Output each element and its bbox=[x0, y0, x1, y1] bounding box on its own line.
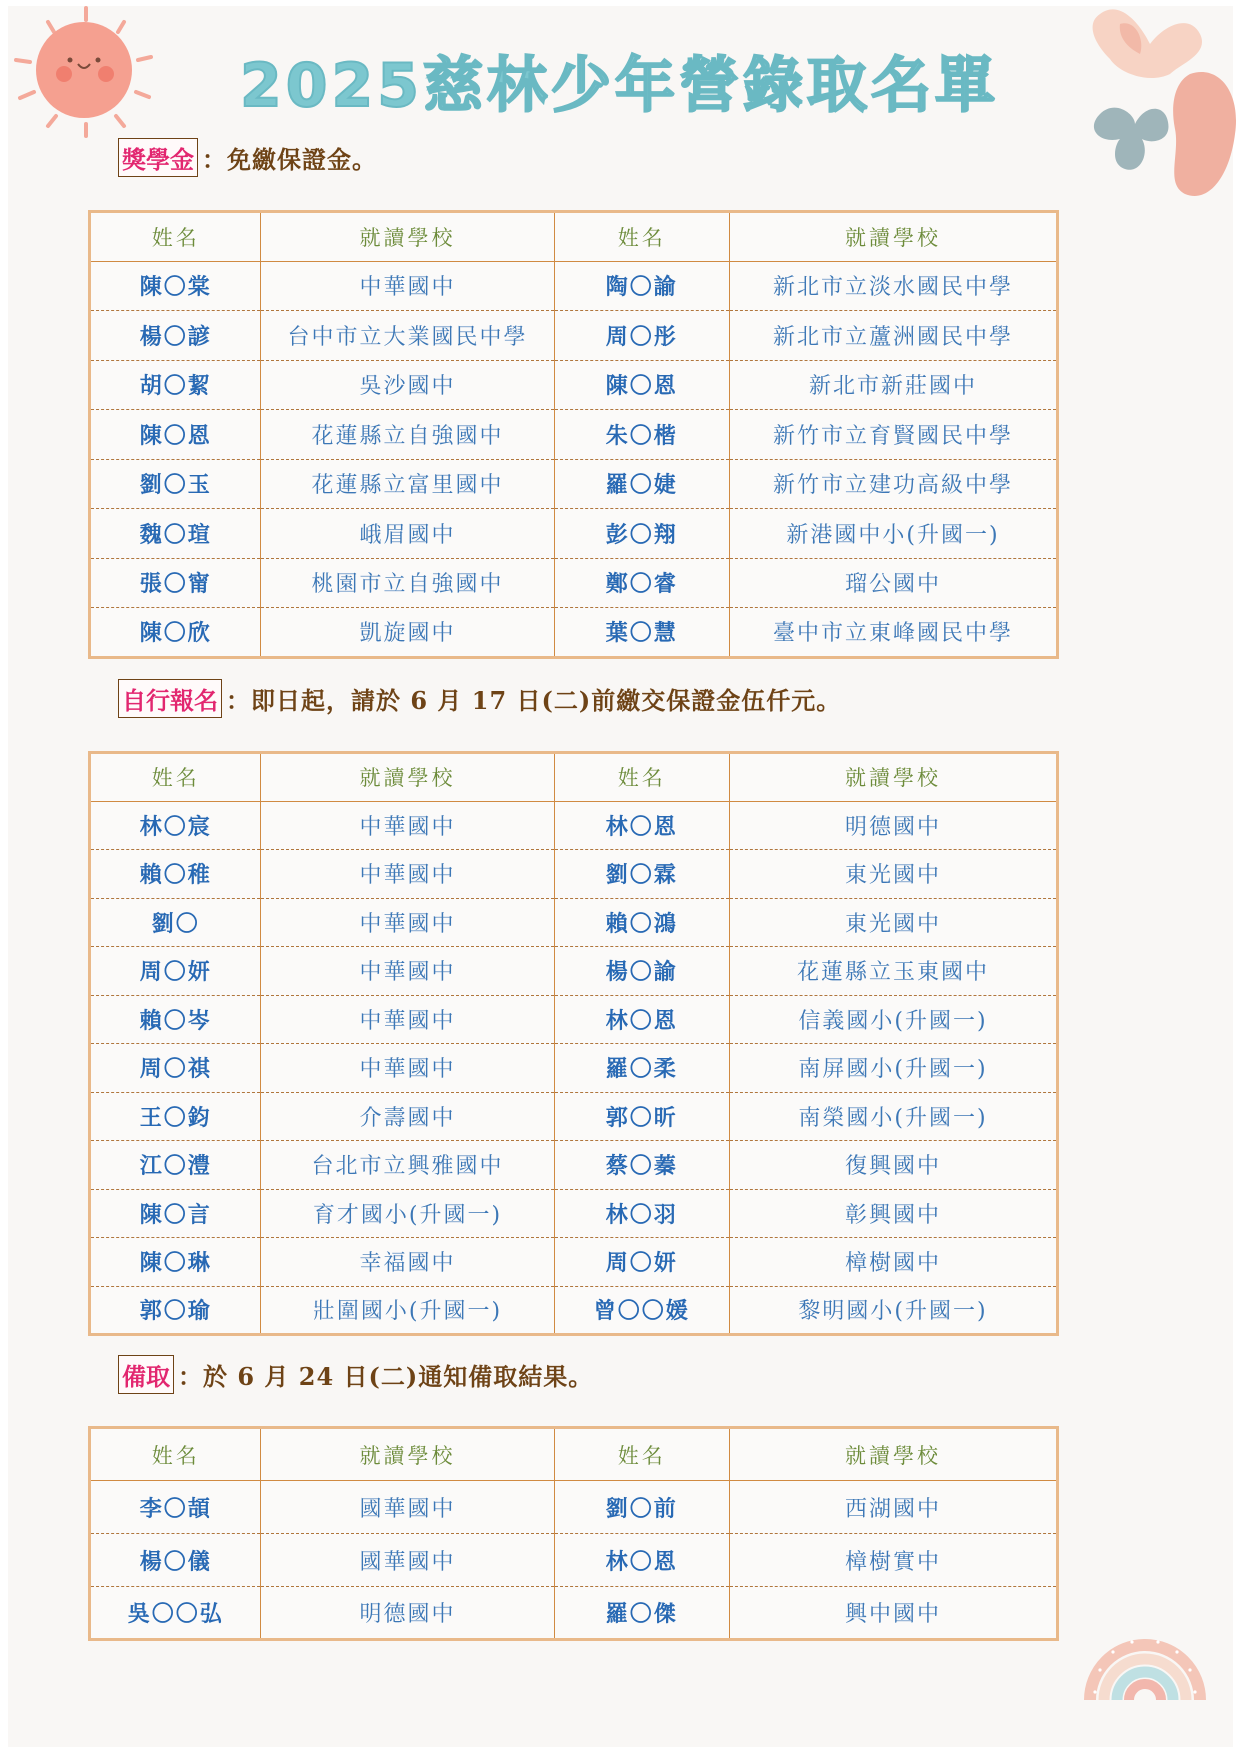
school-name: 中華國中 bbox=[261, 898, 554, 947]
header-school: 就讀學校 bbox=[261, 212, 554, 262]
school-name: 樟樹國中 bbox=[730, 1238, 1058, 1287]
header-school: 就讀學校 bbox=[730, 753, 1058, 802]
table-row bbox=[90, 261, 1058, 311]
school-name: 東光國中 bbox=[730, 898, 1058, 947]
school-name: 幸福國中 bbox=[261, 1238, 554, 1287]
school-name: 峨眉國中 bbox=[261, 509, 554, 559]
student-name: 陳〇欣 bbox=[90, 608, 261, 658]
school-name: 新竹市立建功高級中學 bbox=[730, 459, 1058, 509]
table-row bbox=[90, 801, 1058, 850]
student-name: 彭〇翔 bbox=[554, 509, 729, 559]
school-name: 桃園市立自強國中 bbox=[261, 558, 554, 608]
student-name: 賴〇鴻 bbox=[554, 898, 729, 947]
table-row bbox=[90, 360, 1058, 410]
school-name: 新北市立蘆洲國民中學 bbox=[730, 311, 1058, 361]
table-row bbox=[90, 1238, 1058, 1287]
header-name: 姓名 bbox=[90, 753, 261, 802]
school-name: 吳沙國中 bbox=[261, 360, 554, 410]
table-row bbox=[90, 1481, 1058, 1534]
waitlist-tag: 備取 bbox=[118, 1355, 174, 1394]
student-name: 林〇恩 bbox=[554, 995, 729, 1044]
student-name: 周〇妍 bbox=[554, 1238, 729, 1287]
waitlist-heading bbox=[118, 1354, 593, 1394]
school-name: 明德國中 bbox=[730, 801, 1058, 850]
smiling-sun-icon bbox=[6, 2, 166, 142]
school-name: 臺中市立東峰國民中學 bbox=[730, 608, 1058, 658]
school-name: 花蓮縣立富里國中 bbox=[261, 459, 554, 509]
student-name: 陳〇琳 bbox=[90, 1238, 261, 1287]
self-register-heading bbox=[118, 678, 841, 718]
student-name: 羅〇柔 bbox=[554, 1044, 729, 1093]
student-name: 朱〇楷 bbox=[554, 410, 729, 460]
header-name: 姓名 bbox=[90, 1428, 261, 1481]
header-school: 就讀學校 bbox=[261, 753, 554, 802]
school-name: 介壽國中 bbox=[261, 1092, 554, 1141]
scholarship-heading bbox=[118, 137, 377, 177]
table-row bbox=[90, 947, 1058, 996]
table-header-row bbox=[90, 212, 1058, 262]
student-name: 楊〇諭 bbox=[554, 947, 729, 996]
student-name: 劉〇玉 bbox=[90, 459, 261, 509]
school-name: 花蓮縣立自強國中 bbox=[261, 410, 554, 460]
student-name: 胡〇絜 bbox=[90, 360, 261, 410]
school-name: 凱旋國中 bbox=[261, 608, 554, 658]
school-name: 育才國小(升國一) bbox=[261, 1189, 554, 1238]
table-row bbox=[90, 509, 1058, 559]
school-name: 新北市立淡水國民中學 bbox=[730, 261, 1058, 311]
student-name: 周〇妍 bbox=[90, 947, 261, 996]
self-register-table bbox=[88, 751, 1059, 1336]
student-name: 羅〇婕 bbox=[554, 459, 729, 509]
student-name: 周〇祺 bbox=[90, 1044, 261, 1093]
school-name: 復興國中 bbox=[730, 1141, 1058, 1190]
school-name: 彰興國中 bbox=[730, 1189, 1058, 1238]
school-name: 興中國中 bbox=[730, 1587, 1058, 1640]
school-name: 新北市新莊國中 bbox=[730, 360, 1058, 410]
scholarship-table bbox=[88, 210, 1059, 659]
table-row bbox=[90, 850, 1058, 899]
table-row bbox=[90, 1189, 1058, 1238]
student-name: 陳〇言 bbox=[90, 1189, 261, 1238]
student-name: 楊〇儀 bbox=[90, 1534, 261, 1587]
school-name: 中華國中 bbox=[261, 801, 554, 850]
header-name: 姓名 bbox=[554, 1428, 729, 1481]
page-title: 2025慈林少年營錄取名單 bbox=[240, 51, 999, 121]
table-header-row bbox=[90, 753, 1058, 802]
school-name: 新竹市立育賢國民中學 bbox=[730, 410, 1058, 460]
school-name: 樟樹實中 bbox=[730, 1534, 1058, 1587]
waitlist-desc: ：於 6 月 24 日(二)通知備取結果。 bbox=[178, 1361, 594, 1391]
school-name: 中華國中 bbox=[261, 1044, 554, 1093]
student-name: 郭〇瑜 bbox=[90, 1286, 261, 1335]
table-row bbox=[90, 1092, 1058, 1141]
student-name: 葉〇慧 bbox=[554, 608, 729, 658]
student-name: 魏〇瑄 bbox=[90, 509, 261, 559]
table-row bbox=[90, 995, 1058, 1044]
school-name: 新港國中小(升國一) bbox=[730, 509, 1058, 559]
student-name: 賴〇岑 bbox=[90, 995, 261, 1044]
student-name: 羅〇傑 bbox=[554, 1587, 729, 1640]
abstract-blob-decoration bbox=[1080, 4, 1241, 210]
student-name: 劉〇前 bbox=[554, 1481, 729, 1534]
table-row bbox=[90, 558, 1058, 608]
table-row bbox=[90, 898, 1058, 947]
student-name: 王〇鈞 bbox=[90, 1092, 261, 1141]
table-header-row bbox=[90, 1428, 1058, 1481]
school-name: 台北市立興雅國中 bbox=[261, 1141, 554, 1190]
school-name: 東光國中 bbox=[730, 850, 1058, 899]
table-row bbox=[90, 1286, 1058, 1335]
school-name: 壯圍國小(升國一) bbox=[261, 1286, 554, 1335]
table-row bbox=[90, 410, 1058, 460]
student-name: 陶〇諭 bbox=[554, 261, 729, 311]
school-name: 中華國中 bbox=[261, 850, 554, 899]
student-name: 吳〇〇弘 bbox=[90, 1587, 261, 1640]
self-register-tag: 自行報名 bbox=[118, 679, 222, 718]
student-name: 郭〇昕 bbox=[554, 1092, 729, 1141]
header-name: 姓名 bbox=[554, 753, 729, 802]
school-name: 南榮國小(升國一) bbox=[730, 1092, 1058, 1141]
student-name: 林〇宸 bbox=[90, 801, 261, 850]
header-school: 就讀學校 bbox=[261, 1428, 554, 1481]
table-row bbox=[90, 459, 1058, 509]
table-row bbox=[90, 608, 1058, 658]
student-name: 蔡〇蓁 bbox=[554, 1141, 729, 1190]
student-name: 鄭〇睿 bbox=[554, 558, 729, 608]
student-name: 楊〇諺 bbox=[90, 311, 261, 361]
school-name: 花蓮縣立玉東國中 bbox=[730, 947, 1058, 996]
student-name: 陳〇恩 bbox=[554, 360, 729, 410]
student-name: 李〇頡 bbox=[90, 1481, 261, 1534]
student-name: 劉〇 bbox=[90, 898, 261, 947]
header-school: 就讀學校 bbox=[730, 1428, 1058, 1481]
student-name: 陳〇棠 bbox=[90, 261, 261, 311]
school-name: 信義國小(升國一) bbox=[730, 995, 1058, 1044]
student-name: 劉〇霖 bbox=[554, 850, 729, 899]
student-name: 江〇澧 bbox=[90, 1141, 261, 1190]
student-name: 賴〇稚 bbox=[90, 850, 261, 899]
table-row bbox=[90, 1587, 1058, 1640]
header-school: 就讀學校 bbox=[730, 212, 1058, 262]
self-register-desc: ：即日起，請於 6 月 17 日(二)前繳交保證金伍仟元。 bbox=[226, 685, 842, 715]
school-name: 西湖國中 bbox=[730, 1481, 1058, 1534]
student-name: 林〇羽 bbox=[554, 1189, 729, 1238]
school-name: 中華國中 bbox=[261, 261, 554, 311]
school-name: 明德國中 bbox=[261, 1587, 554, 1640]
school-name: 中華國中 bbox=[261, 947, 554, 996]
student-name: 陳〇恩 bbox=[90, 410, 261, 460]
rainbow-icon bbox=[1080, 1600, 1210, 1710]
header-name: 姓名 bbox=[554, 212, 729, 262]
school-name: 台中市立大業國民中學 bbox=[261, 311, 554, 361]
school-name: 國華國中 bbox=[261, 1481, 554, 1534]
student-name: 周〇彤 bbox=[554, 311, 729, 361]
header-name: 姓名 bbox=[90, 212, 261, 262]
scholarship-desc: ：免繳保證金。 bbox=[202, 144, 377, 174]
student-name: 林〇恩 bbox=[554, 801, 729, 850]
school-name: 黎明國小(升國一) bbox=[730, 1286, 1058, 1335]
student-name: 曾〇〇媛 bbox=[554, 1286, 729, 1335]
school-name: 瑠公國中 bbox=[730, 558, 1058, 608]
school-name: 中華國中 bbox=[261, 995, 554, 1044]
table-row bbox=[90, 1534, 1058, 1587]
scholarship-tag: 獎學金 bbox=[118, 138, 198, 177]
table-row bbox=[90, 1141, 1058, 1190]
table-row bbox=[90, 311, 1058, 361]
school-name: 南屏國小(升國一) bbox=[730, 1044, 1058, 1093]
school-name: 國華國中 bbox=[261, 1534, 554, 1587]
waitlist-table bbox=[88, 1426, 1059, 1641]
student-name: 林〇恩 bbox=[554, 1534, 729, 1587]
table-row bbox=[90, 1044, 1058, 1093]
student-name: 張〇甯 bbox=[90, 558, 261, 608]
